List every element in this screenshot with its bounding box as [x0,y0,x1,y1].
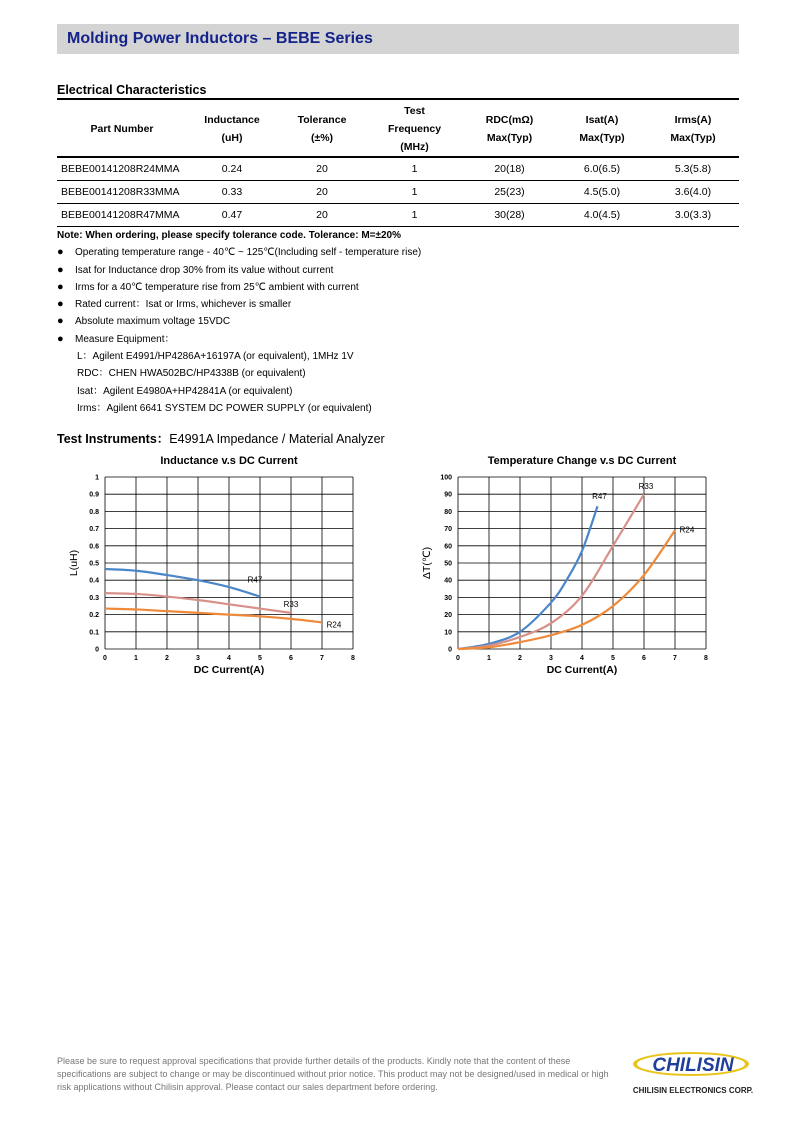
x-tick-label: 7 [320,655,324,662]
series-line-r47 [105,569,260,597]
equipment-line: RDC：CHEN HWA502BC/HP4338B (or equivalent) [77,368,306,380]
th-tolerance: Tolerance (±%) [297,114,347,144]
cell-tolerance: 20 [277,204,367,227]
x-tick-label: 2 [165,655,169,662]
y-tick-label: 40 [444,577,452,585]
y-tick-label: 0.6 [89,543,99,551]
x-tick-label: 7 [673,655,677,662]
y-tick-label: 70 [444,526,452,534]
cell-tolerance: 20 [277,181,367,204]
cell-inductance: 0.24 [187,157,277,181]
y-tick-label: 20 [444,612,452,620]
note-bullet: ● Irms for a 40℃ temperature rise from 25℃ ambient with current [57,279,421,296]
th-irms: Irms(A) Max(Typ) [670,114,716,144]
table-header-row [57,102,739,157]
note-bullet: ● Rated current：Isat or Irms, whichever is smaller [57,296,421,313]
x-tick-label: 4 [580,655,584,662]
section-title: Electrical Characteristics [57,83,207,97]
y-tick-label: 0 [448,646,452,654]
cell-part-number: BEBE00141208R47MMA [57,204,187,227]
y-tick-label: 100 [440,474,452,482]
x-tick-label: 0 [456,655,460,662]
inductance-chart [57,450,387,685]
notes [57,227,421,417]
x-tick-label: 5 [611,655,615,662]
series-label: R47 [247,575,263,585]
bullet-icon: ● [57,280,64,293]
equipment-line: Isat：Agilent E4980A+HP42841A (or equivalent) [77,385,293,397]
x-tick-label: 2 [518,655,522,662]
equipment-line: Irms：Agilent 6641 SYSTEM DC POWER SUPPLY (or equivalent) [77,402,372,414]
bullet-icon: ● [57,246,64,259]
cell-frequency: 1 [367,157,462,181]
table-row [57,181,739,204]
cell-rdc: 20(18) [462,157,557,181]
cell-tolerance: 20 [277,157,367,181]
series-line-r24 [458,530,675,649]
table-row [57,157,739,181]
note-bullet: ● Isat for Inductance drop 30% from its value without current [57,262,421,279]
y-tick-label: 1 [95,474,99,482]
cell-part-number: BEBE00141208R24MMA [57,157,187,181]
temperature-chart [410,450,740,685]
x-tick-label: 6 [289,655,293,662]
x-tick-label: 6 [642,655,646,662]
cell-rdc: 30(28) [462,204,557,227]
bullet-icon: ● [57,332,64,345]
cell-isat: 4.5(5.0) [557,181,647,204]
th-test-frequency: Test Frequency (MHz) [387,105,442,153]
spec-table [57,102,739,227]
cell-irms: 5.3(5.8) [647,157,739,181]
x-tick-label: 4 [227,655,231,662]
series-label: R24 [679,525,695,535]
cell-isat: 4.0(4.5) [557,204,647,227]
x-tick-label: 8 [704,655,708,662]
cell-rdc: 25(23) [462,181,557,204]
y-tick-label: 0.5 [89,560,99,568]
th-part-number: Part Number [90,123,154,135]
y-tick-label: 0.8 [89,508,99,516]
cell-frequency: 1 [367,181,462,204]
x-tick-label: 8 [351,655,355,662]
cell-irms: 3.0(3.3) [647,204,739,227]
cell-frequency: 1 [367,204,462,227]
y-tick-label: 0.9 [89,491,99,499]
footer-disclaimer: Please be sure to request approval specifications that provide further details of the products. Kindly note that the content of these specifications are subject to change or may be discontinued without prior notice. This product may not be designed/used in medical or high risk applications without Chilisin approval. Please contact our sales department before ordering. [57,1056,609,1092]
th-rdc: RDC(mΩ) Max(Typ) [485,114,534,144]
y-axis-label: ΔT(℃) [421,546,433,580]
bullet-icon: ● [57,298,64,311]
y-tick-label: 0.3 [89,594,99,602]
y-tick-label: 0 [95,646,99,654]
cell-isat: 6.0(6.5) [557,157,647,181]
y-tick-label: 0.2 [89,612,99,620]
x-tick-label: 5 [258,655,262,662]
company-name: CHILISIN ELECTRONICS CORP. [632,1086,754,1095]
cell-inductance: 0.33 [187,181,277,204]
section-rule [57,98,739,100]
chart-title: Inductance v.s DC Current [160,455,298,467]
table-row [57,204,739,227]
y-tick-label: 0.1 [89,629,99,637]
x-axis-label: DC Current(A) [193,664,265,676]
y-tick-label: 60 [444,543,452,551]
x-tick-label: 3 [196,655,200,662]
y-tick-label: 0.7 [89,526,99,534]
x-tick-label: 1 [487,655,491,662]
th-isat: Isat(A) Max(Typ) [579,114,625,144]
page-title: Molding Power Inductors – BEBE Series [67,30,373,47]
x-tick-label: 1 [134,655,138,662]
series-label: R24 [326,620,342,630]
test-instruments-label: Test Instruments： [57,432,170,446]
cell-irms: 3.6(4.0) [647,181,739,204]
y-tick-label: 90 [444,491,452,499]
cell-inductance: 0.47 [187,204,277,227]
note-bullet: ● Measure Equipment： [57,331,421,348]
y-tick-label: 0.4 [89,577,99,585]
chilisin-logo [626,1048,766,1098]
test-instruments [57,429,385,447]
y-tick-label: 10 [444,629,452,637]
note-bullet: ● Absolute maximum voltage 15VDC [57,313,421,330]
header-bar [57,24,739,54]
y-tick-label: 30 [444,594,452,602]
y-axis-label: L(uH) [68,549,80,577]
equipment-line: L：Agilent E4991/HP4286A+16197A (or equivalent), 1MHz 1V [77,351,354,363]
y-tick-label: 80 [444,508,452,516]
chart-title: Temperature Change v.s DC Current [487,455,677,467]
series-label: R33 [638,482,654,492]
test-instruments-value: E4991A Impedance / Material Analyzer [169,432,385,446]
th-inductance: Inductance (uH) [204,114,260,144]
series-line-r24 [105,609,322,623]
x-tick-label: 0 [103,655,107,662]
note-bullet: ● Operating temperature range - 40℃ ~ 125℃(Including self - temperature rise) [57,244,421,261]
series-label: R47 [592,492,607,502]
x-tick-label: 3 [549,655,553,662]
bullet-icon: ● [57,263,64,276]
y-tick-label: 50 [444,560,452,568]
cell-part-number: BEBE00141208R33MMA [57,181,187,204]
x-axis-label: DC Current(A) [546,664,618,676]
logo-text: CHILISIN [652,1055,734,1076]
series-label: R33 [283,599,299,609]
bullet-icon: ● [57,315,64,328]
ordering-note: Note: When ordering, please specify tolerance code. Tolerance: M=±20% [57,230,402,241]
